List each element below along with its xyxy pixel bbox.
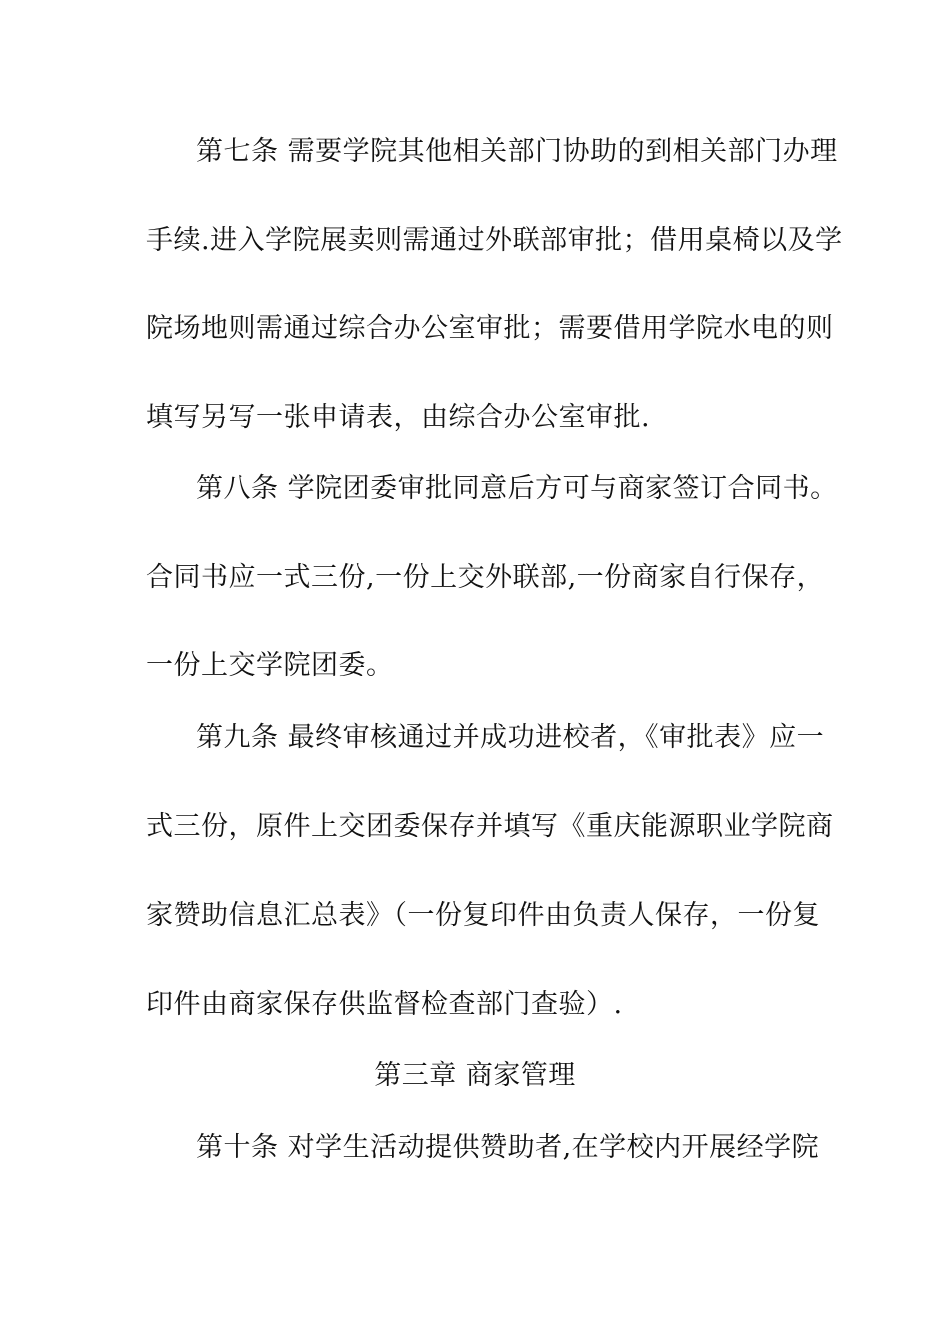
article-7-line-1: 第七条 需要学院其他相关部门协助的到相关部门办理	[196, 136, 838, 167]
article-9-line-3: 家赞助信息汇总表》（一份复印件由负责人保存，一份复	[146, 900, 820, 931]
article-8-line-3: 一份上交学院团委。	[146, 650, 394, 681]
article-8-line-1: 第八条 学院团委审批同意后方可与商家签订合同书。	[196, 473, 838, 504]
article-9-line-1: 第九条 最终审核通过并成功进校者，《审批表》应一	[196, 722, 825, 753]
article-10-line-1: 第十条 对学生活动提供赞助者,在学校内开展经学院	[196, 1132, 820, 1163]
article-8-line-2: 合同书应一式三份,一份上交外联部,一份商家自行保存，	[146, 562, 825, 593]
article-7-line-4: 填写另写一张申请表，由综合办公室审批.	[146, 402, 651, 433]
chapter-3-heading: 第三章 商家管理	[374, 1060, 576, 1091]
article-9-line-4: 印件由商家保存供监督检查部门查验）.	[146, 989, 623, 1020]
article-9-line-2: 式三份，原件上交团委保存并填写《重庆能源职业学院商	[146, 811, 834, 842]
article-7-line-3: 院场地则需通过综合办公室审批；需要借用学院水电的则	[146, 313, 834, 344]
article-7-line-2: 手续.进入学院展卖则需通过外联部审批；借用桌椅以及学	[146, 225, 843, 256]
